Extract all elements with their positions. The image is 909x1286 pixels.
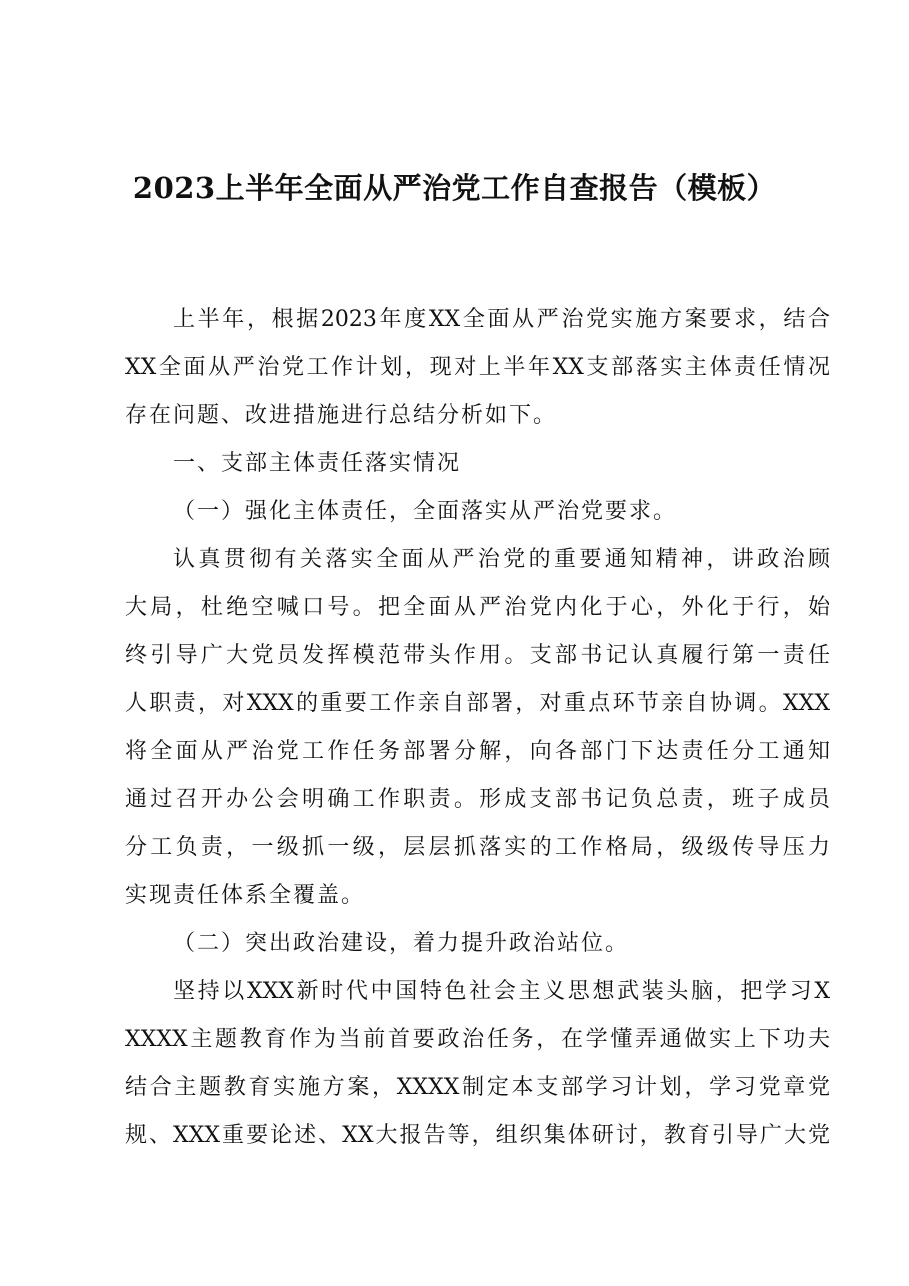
paragraph-line: 人职责，对XXX的重要工作亲自部署，对重点环节亲自协调。XXX — [125, 691, 830, 716]
paragraph-line: 实现责任体系全覆盖。 — [125, 883, 366, 908]
paragraph-line: 终引导广大党员发挥模范带头作用。支部书记认真履行第一责任 — [125, 643, 830, 668]
paragraph-line: 认真贯彻有关落实全面从严治党的重要通知精神，讲政治顾 — [173, 547, 830, 572]
paragraph-line: 通过召开办公会明确工作职责。形成支部书记负总责，班子成员 — [125, 787, 830, 812]
paragraph-line: 上半年，根据2023年度XX全面从严治党实施方案要求，结合 — [173, 307, 830, 332]
paragraph-line: XXXX主题教育作为当前首要政治任务，在学懂弄通做实上下功夫 — [125, 1027, 830, 1052]
subsection-heading: （二）突出政治建设，着力提升政治站位。 — [173, 931, 630, 956]
paragraph-line: 分工负责，一级抓一级，层层抓落实的工作格局，级级传导压力 — [125, 835, 830, 860]
paragraph-line: XX全面从严治党工作计划，现对上半年XX支部落实主体责任情况 — [125, 355, 830, 380]
paragraph-line: 规、XXX重要论述、XX大报告等，组织集体研讨，教育引导广大党 — [125, 1123, 830, 1148]
paragraph-line: 大局，杜绝空喊口号。把全面从严治党内化于心，外化于行，始 — [125, 595, 830, 620]
document-body — [125, 296, 830, 1160]
section-heading: 一、支部主体责任落实情况 — [173, 451, 462, 476]
paragraph-line: 将全面从严治党工作任务部署分解，向各部门下达责任分工通知 — [125, 739, 830, 764]
paragraph-line: 存在问题、改进措施进行总结分析如下。 — [125, 403, 558, 428]
paragraph-line: 结合主题教育实施方案，XXXX制定本支部学习计划，学习党章党 — [125, 1075, 830, 1100]
document-title: 2023上半年全面从严治党工作自查报告（模板） — [132, 171, 777, 205]
subsection-heading: （一）强化主体责任，全面落实从严治党要求。 — [173, 499, 678, 524]
paragraph-line: 坚持以XXX新时代中国特色社会主义思想武装头脑，把学习X — [173, 979, 830, 1004]
